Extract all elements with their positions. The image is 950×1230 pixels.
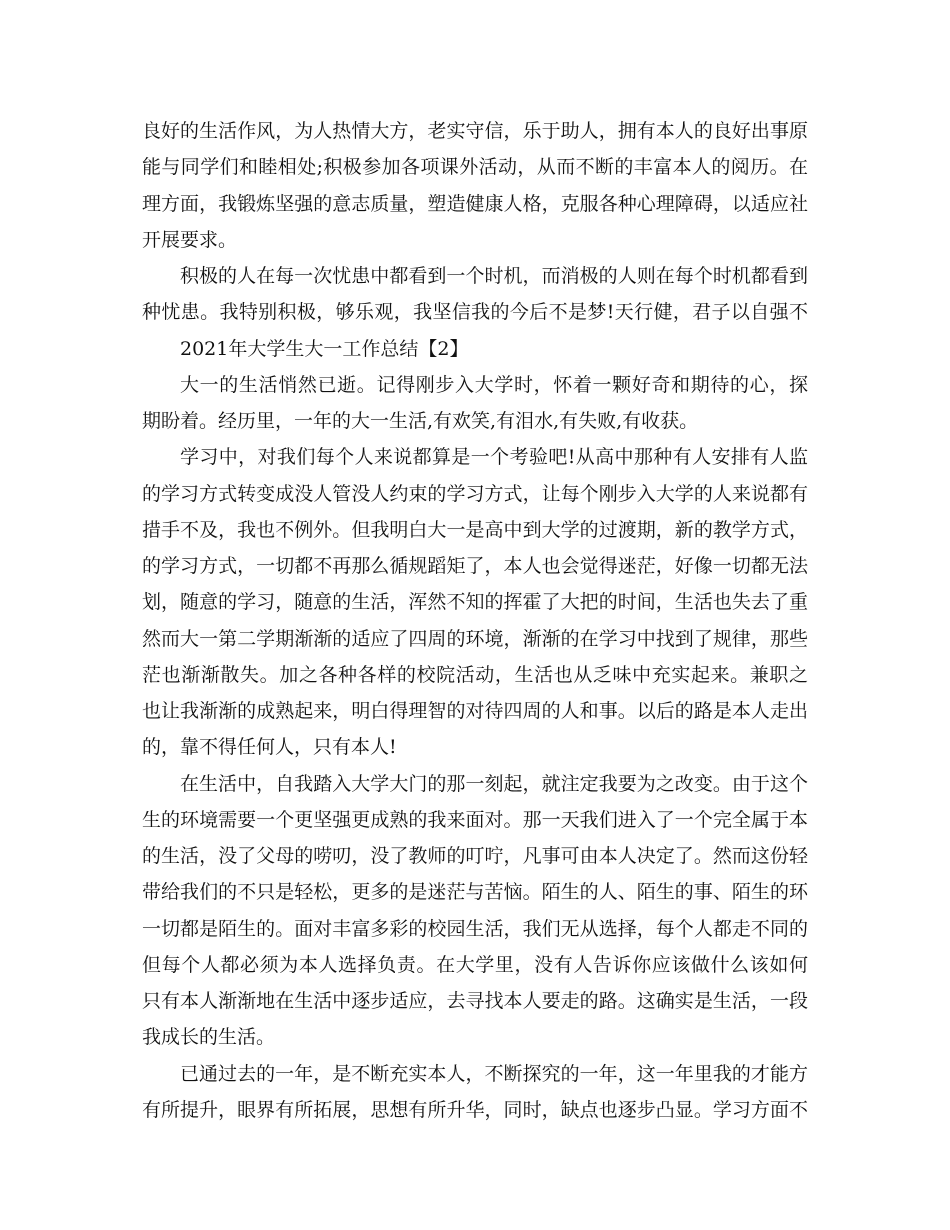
text-line: 划，随意的学习，随意的生活，浑然不知的挥霍了大把的时间，生活也失去了重 — [142, 591, 808, 614]
text-line: 在生活中，自我踏入大学大门的那一刻起，就注定我要为之改变。由于这个 — [180, 772, 808, 795]
text-line: 一切都是陌生的。面对丰富多彩的校园生活，我们无从选择，每个人都走不同的 — [142, 917, 808, 940]
text-line: 茫也渐渐散失。加之各种各样的校院活动，生活也从乏味中充实起来。兼职之 — [142, 663, 808, 686]
text-line: 措手不及，我也不例外。但我明白大一是高中到大学的过渡期，新的教学方式， — [142, 518, 808, 541]
text-line: 然而大一第二学期渐渐的适应了四周的环境，渐渐的在学习中找到了规律，那些 — [142, 627, 808, 650]
text-line: 的，靠不得任何人，只有本人! — [142, 736, 397, 759]
text-line: 已通过去的一年，是不断充实本人，不断探究的一年，这一年里我的才能方 — [180, 1062, 808, 1085]
text-line: 大一的生活悄然已逝。记得刚步入大学时，怀着一颗好奇和期待的心，探 — [180, 373, 808, 396]
text-line: 的生活，没了父母的唠叨，没了教师的叮咛，凡事可由本人决定了。然而这份轻 — [142, 845, 808, 867]
text-line: 学习中，对我们每个人来说都算是一个考验吧!从高中那种有人安排有人监 — [180, 446, 808, 469]
text-line: 有所提升，眼界有所拓展，思想有所升华，同时，缺点也逐步凸显。学习方面不 — [142, 1098, 808, 1121]
text-line: 只有本人渐渐地在生活中逐步适应，去寻找本人要走的路。这确实是生活，一段 — [142, 990, 808, 1012]
text-line: 良好的生活作风，为人热情大方，老实守信，乐于助人，拥有本人的良好出事原 — [142, 120, 808, 142]
text-line: 我成长的生活。 — [142, 1026, 276, 1049]
text-line: 但每个人都必须为本人选择负责。在大学里，没有人告诉你应该做什么该如何 — [142, 953, 808, 976]
text-line: 带给我们的不只是轻松，更多的是迷茫与苦恼。陌生的人、陌生的事、陌生的环 — [142, 881, 808, 904]
text-line: 也让我渐渐的成熟起来，明白得理智的对待四周的人和事。以后的路是本人走出 — [142, 700, 808, 722]
document-body — [142, 113, 808, 1128]
text-line: 能与同学们和睦相处;积极参加各项课外活动，从而不断的丰富本人的阅历。在 — [142, 156, 808, 179]
text-line: 生的环境需要一个更坚强更成熟的我来面对。那一天我们进入了一个完全属于本 — [142, 808, 808, 831]
text-line: 的学习方式转变成没人管没人约束的学习方式，让每个刚步入大学的人来说都有 — [142, 482, 808, 505]
text-line: 的学习方式，一切都不再那么循规蹈矩了，本人也会觉得迷茫，好像一切都无法 — [142, 555, 808, 577]
text-line: 种忧患。我特别积极，够乐观，我坚信我的今后不是梦!天行健，君子以自强不 — [142, 301, 808, 324]
text-line: 期盼着。经历里，一年的大一生活,有欢笑,有泪水,有失败,有收获。 — [142, 410, 699, 432]
section-heading: 2021年大学生大一工作总结【2】 — [180, 337, 469, 360]
text-line: 积极的人在每一次忧患中都看到一个时机，而消极的人则在每个时机都看到 — [180, 265, 808, 287]
text-line: 理方面，我锻炼坚强的意志质量，塑造健康人格，克服各种心理障碍，以适应社 — [142, 192, 808, 215]
text-line: 开展要求。 — [142, 228, 238, 251]
